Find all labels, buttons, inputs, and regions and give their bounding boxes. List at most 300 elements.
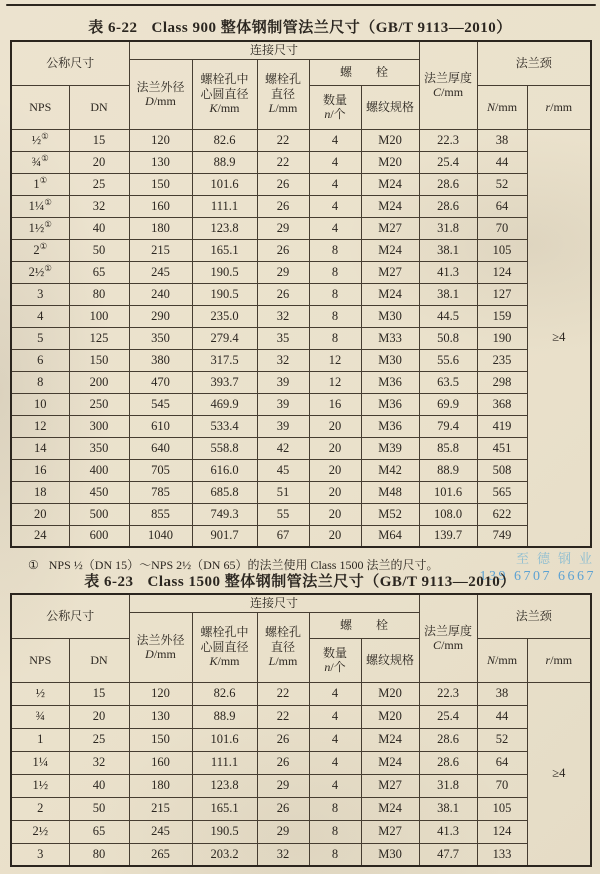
- cell-bolt-qty: 4: [309, 195, 361, 217]
- cell-flange-od: 245: [129, 261, 192, 283]
- cell-bolt-circle: 101.6: [192, 173, 257, 195]
- cell-thread-spec: M20: [361, 129, 419, 151]
- cell-neck-n: 52: [477, 728, 527, 751]
- col-flange-od: 法兰外径 D/mm: [129, 59, 192, 129]
- cell-dn: 150: [69, 349, 129, 371]
- cell-bolt-hole: 22: [257, 129, 309, 151]
- cell-bolt-circle: 123.8: [192, 774, 257, 797]
- cell-nps: 12: [11, 415, 69, 437]
- footnote-text: NPS ½（DN 15）～NPS 2½（DN 65）的法兰使用 Class 1500 法兰的尺寸。: [48, 558, 439, 572]
- cell-nps: ¾①: [11, 151, 69, 173]
- watermark-phone-number: 139 6707 6667: [479, 569, 596, 584]
- col-connection-size: 连接尺寸: [129, 41, 419, 59]
- table-row: [11, 327, 591, 349]
- cell-neck-n: 451: [477, 437, 527, 459]
- cell-dn: 450: [69, 481, 129, 503]
- cell-dn: 20: [69, 151, 129, 173]
- footnote-ref: ①: [44, 196, 52, 207]
- cell-dn: 25: [69, 173, 129, 195]
- cell-bolt-hole: 39: [257, 371, 309, 393]
- cell-thickness: 69.9: [419, 393, 477, 415]
- cell-thread-spec: M30: [361, 349, 419, 371]
- cell-neck-n: 124: [477, 820, 527, 843]
- table-row: [11, 173, 591, 195]
- cell-thickness: 47.7: [419, 843, 477, 866]
- cell-nps: 1½: [11, 774, 69, 797]
- cell-bolt-circle: 203.2: [192, 843, 257, 866]
- table2-title-text: Class 1500 整体钢制管法兰尺寸（GB/T 9113—2010）: [147, 574, 516, 590]
- table-row: [11, 283, 591, 305]
- cell-dn: 15: [69, 129, 129, 151]
- cell-neck-n: 368: [477, 393, 527, 415]
- col-dn: DN: [69, 85, 129, 129]
- table-row: [11, 728, 591, 751]
- cell-thread-spec: M42: [361, 459, 419, 481]
- cell-dn: 400: [69, 459, 129, 481]
- col-bolt: 螺 栓: [309, 59, 419, 85]
- table-row: [11, 151, 591, 173]
- cell-dn: 65: [69, 261, 129, 283]
- cell-bolt-circle: 82.6: [192, 682, 257, 705]
- cell-bolt-hole: 26: [257, 283, 309, 305]
- cell-dn: 32: [69, 751, 129, 774]
- table-row: [11, 349, 591, 371]
- cell-dn: 15: [69, 682, 129, 705]
- cell-bolt-circle: 749.3: [192, 503, 257, 525]
- cell-flange-od: 350: [129, 327, 192, 349]
- cell-bolt-circle: 111.1: [192, 195, 257, 217]
- table1-title: [0, 16, 600, 37]
- cell-bolt-hole: 32: [257, 305, 309, 327]
- cell-neck-n: 298: [477, 371, 527, 393]
- cell-flange-od: 785: [129, 481, 192, 503]
- col-nominal-size: 公称尺寸: [11, 594, 129, 638]
- cell-dn: 600: [69, 525, 129, 547]
- cell-thread-spec: M30: [361, 843, 419, 866]
- cell-bolt-circle: 88.9: [192, 705, 257, 728]
- col-neck-r: r/mm: [527, 638, 591, 682]
- cell-nps: 2½: [11, 820, 69, 843]
- cell-neck-n: 508: [477, 459, 527, 481]
- cell-nps: 6: [11, 349, 69, 371]
- cell-bolt-qty: 8: [309, 239, 361, 261]
- cell-thread-spec: M24: [361, 797, 419, 820]
- cell-thread-spec: M20: [361, 705, 419, 728]
- cell-thickness: 38.1: [419, 797, 477, 820]
- cell-neck-r-merged: ≥4: [527, 682, 591, 866]
- table2-body: [11, 682, 591, 866]
- cell-flange-od: 215: [129, 239, 192, 261]
- cell-bolt-hole: 26: [257, 239, 309, 261]
- cell-bolt-circle: 165.1: [192, 797, 257, 820]
- cell-thread-spec: M24: [361, 751, 419, 774]
- cell-thread-spec: M27: [361, 217, 419, 239]
- cell-neck-n: 64: [477, 751, 527, 774]
- cell-neck-n: 124: [477, 261, 527, 283]
- col-nps: NPS: [11, 85, 69, 129]
- cell-thickness: 28.6: [419, 195, 477, 217]
- table-row: [11, 261, 591, 283]
- cell-thickness: 41.3: [419, 820, 477, 843]
- cell-bolt-hole: 26: [257, 728, 309, 751]
- table1-code: 表 6-22: [88, 20, 138, 36]
- cell-thickness: 41.3: [419, 261, 477, 283]
- cell-thread-spec: M30: [361, 305, 419, 327]
- cell-dn: 300: [69, 415, 129, 437]
- cell-flange-od: 130: [129, 705, 192, 728]
- cell-flange-od: 380: [129, 349, 192, 371]
- watermark-company-name: 至德钢业: [515, 551, 600, 566]
- cell-bolt-hole: 29: [257, 774, 309, 797]
- cell-flange-od: 180: [129, 774, 192, 797]
- cell-bolt-circle: 235.0: [192, 305, 257, 327]
- col-thread-spec: 螺纹规格: [361, 85, 419, 129]
- cell-bolt-qty: 8: [309, 843, 361, 866]
- cell-bolt-circle: 685.8: [192, 481, 257, 503]
- cell-neck-r-merged: ≥4: [527, 129, 591, 547]
- cell-bolt-qty: 8: [309, 305, 361, 327]
- cell-neck-n: 190: [477, 327, 527, 349]
- cell-flange-od: 120: [129, 129, 192, 151]
- table-row: [11, 415, 591, 437]
- cell-bolt-hole: 29: [257, 261, 309, 283]
- cell-thickness: 31.8: [419, 774, 477, 797]
- cell-bolt-qty: 12: [309, 371, 361, 393]
- cell-nps: 1¼①: [11, 195, 69, 217]
- class1500-flange-table: [10, 593, 592, 867]
- footnote-ref: ①: [41, 130, 49, 141]
- cell-flange-od: 160: [129, 195, 192, 217]
- cell-neck-n: 419: [477, 415, 527, 437]
- cell-nps: 20: [11, 503, 69, 525]
- cell-thickness: 50.8: [419, 327, 477, 349]
- table2-code: 表 6-23: [84, 574, 134, 590]
- cell-dn: 50: [69, 797, 129, 820]
- cell-thickness: 63.5: [419, 371, 477, 393]
- cell-thickness: 28.6: [419, 173, 477, 195]
- cell-thread-spec: M24: [361, 728, 419, 751]
- cell-thickness: 101.6: [419, 481, 477, 503]
- cell-thread-spec: M20: [361, 682, 419, 705]
- footnote-ref: ①: [39, 174, 48, 185]
- table2-header: [11, 594, 591, 682]
- cell-thickness: 88.9: [419, 459, 477, 481]
- cell-bolt-hole: 32: [257, 349, 309, 371]
- cell-thread-spec: M24: [361, 195, 419, 217]
- cell-thickness: 22.3: [419, 682, 477, 705]
- cell-nps: 3: [11, 843, 69, 866]
- table-row: [11, 682, 591, 705]
- cell-thickness: 31.8: [419, 217, 477, 239]
- cell-bolt-qty: 16: [309, 393, 361, 415]
- col-flange-neck: 法兰颈: [477, 594, 591, 638]
- cell-flange-od: 215: [129, 797, 192, 820]
- col-bolt: 螺 栓: [309, 612, 419, 638]
- cell-flange-od: 855: [129, 503, 192, 525]
- cell-dn: 200: [69, 371, 129, 393]
- cell-bolt-hole: 45: [257, 459, 309, 481]
- cell-bolt-circle: 190.5: [192, 261, 257, 283]
- cell-thread-spec: M48: [361, 481, 419, 503]
- cell-thickness: 25.4: [419, 151, 477, 173]
- cell-neck-n: 105: [477, 797, 527, 820]
- cell-neck-n: 565: [477, 481, 527, 503]
- cell-bolt-qty: 20: [309, 525, 361, 547]
- cell-bolt-hole: 26: [257, 797, 309, 820]
- cell-bolt-qty: 4: [309, 129, 361, 151]
- cell-flange-od: 290: [129, 305, 192, 327]
- cell-bolt-hole: 26: [257, 173, 309, 195]
- cell-thread-spec: M24: [361, 283, 419, 305]
- cell-thread-spec: M36: [361, 393, 419, 415]
- table-row: [11, 305, 591, 327]
- col-flange-neck: 法兰颈: [477, 41, 591, 85]
- cell-bolt-hole: 22: [257, 151, 309, 173]
- cell-bolt-qty: 20: [309, 437, 361, 459]
- cell-bolt-hole: 29: [257, 820, 309, 843]
- cell-bolt-qty: 8: [309, 327, 361, 349]
- cell-bolt-circle: 469.9: [192, 393, 257, 415]
- cell-flange-od: 545: [129, 393, 192, 415]
- cell-thickness: 44.5: [419, 305, 477, 327]
- col-neck-n: N/mm: [477, 85, 527, 129]
- cell-neck-n: 133: [477, 843, 527, 866]
- cell-nps: 16: [11, 459, 69, 481]
- table-row: [11, 239, 591, 261]
- cell-flange-od: 245: [129, 820, 192, 843]
- cell-dn: 20: [69, 705, 129, 728]
- col-flange-thickness: 法兰厚度 C/mm: [419, 41, 477, 129]
- cell-bolt-hole: 39: [257, 415, 309, 437]
- cell-flange-od: 265: [129, 843, 192, 866]
- cell-bolt-hole: 22: [257, 705, 309, 728]
- cell-bolt-hole: 55: [257, 503, 309, 525]
- cell-bolt-hole: 29: [257, 217, 309, 239]
- col-flange-od: 法兰外径 D/mm: [129, 612, 192, 682]
- cell-dn: 40: [69, 774, 129, 797]
- cell-nps: ½: [11, 682, 69, 705]
- cell-bolt-qty: 8: [309, 820, 361, 843]
- cell-neck-n: 64: [477, 195, 527, 217]
- cell-bolt-circle: 123.8: [192, 217, 257, 239]
- cell-dn: 100: [69, 305, 129, 327]
- table-row: [11, 797, 591, 820]
- cell-nps: 1½①: [11, 217, 69, 239]
- cell-thickness: 139.7: [419, 525, 477, 547]
- cell-neck-n: 70: [477, 774, 527, 797]
- cell-bolt-circle: 190.5: [192, 820, 257, 843]
- cell-nps: 4: [11, 305, 69, 327]
- cell-bolt-qty: 4: [309, 151, 361, 173]
- cell-bolt-qty: 8: [309, 261, 361, 283]
- table2-title: [0, 570, 600, 591]
- cell-bolt-hole: 51: [257, 481, 309, 503]
- cell-thread-spec: M27: [361, 820, 419, 843]
- cell-thread-spec: M33: [361, 327, 419, 349]
- cell-flange-od: 120: [129, 682, 192, 705]
- cell-dn: 25: [69, 728, 129, 751]
- col-bolt-circle: 螺栓孔中 心圆直径 K/mm: [192, 59, 257, 129]
- col-flange-thickness: 法兰厚度 C/mm: [419, 594, 477, 682]
- cell-flange-od: 180: [129, 217, 192, 239]
- cell-nps: 3: [11, 283, 69, 305]
- cell-dn: 50: [69, 239, 129, 261]
- cell-thickness: 25.4: [419, 705, 477, 728]
- cell-bolt-circle: 111.1: [192, 751, 257, 774]
- cell-dn: 65: [69, 820, 129, 843]
- cell-flange-od: 240: [129, 283, 192, 305]
- page-top-rule: [6, 4, 596, 6]
- col-dn: DN: [69, 638, 129, 682]
- cell-bolt-qty: 8: [309, 283, 361, 305]
- cell-thickness: 28.6: [419, 751, 477, 774]
- col-neck-r: r/mm: [527, 85, 591, 129]
- cell-neck-n: 52: [477, 173, 527, 195]
- table-row: [11, 129, 591, 151]
- cell-bolt-hole: 67: [257, 525, 309, 547]
- cell-bolt-hole: 26: [257, 751, 309, 774]
- cell-bolt-qty: 12: [309, 349, 361, 371]
- cell-bolt-hole: 26: [257, 195, 309, 217]
- cell-thickness: 79.4: [419, 415, 477, 437]
- cell-bolt-circle: 317.5: [192, 349, 257, 371]
- footnote-ref: ①: [44, 218, 52, 229]
- cell-bolt-circle: 616.0: [192, 459, 257, 481]
- cell-flange-od: 705: [129, 459, 192, 481]
- cell-bolt-qty: 20: [309, 481, 361, 503]
- table1-title-text: Class 900 整体钢制管法兰尺寸（GB/T 9113—2010）: [151, 20, 512, 36]
- footnote-ref: ①: [41, 152, 49, 163]
- cell-thickness: 38.1: [419, 283, 477, 305]
- cell-bolt-qty: 20: [309, 459, 361, 481]
- cell-thickness: 22.3: [419, 129, 477, 151]
- footnote-ref: ①: [44, 262, 52, 273]
- table-row: [11, 705, 591, 728]
- table-row: [11, 820, 591, 843]
- cell-neck-n: 159: [477, 305, 527, 327]
- cell-thickness: 85.8: [419, 437, 477, 459]
- cell-dn: 80: [69, 843, 129, 866]
- cell-flange-od: 470: [129, 371, 192, 393]
- cell-bolt-qty: 4: [309, 751, 361, 774]
- cell-bolt-circle: 82.6: [192, 129, 257, 151]
- cell-nps: 8: [11, 371, 69, 393]
- cell-thickness: 28.6: [419, 728, 477, 751]
- cell-bolt-circle: 101.6: [192, 728, 257, 751]
- cell-bolt-hole: 35: [257, 327, 309, 349]
- cell-thread-spec: M20: [361, 151, 419, 173]
- cell-neck-n: 749: [477, 525, 527, 547]
- cell-bolt-hole: 42: [257, 437, 309, 459]
- cell-bolt-qty: 20: [309, 415, 361, 437]
- table-row: [11, 195, 591, 217]
- col-bolt-hole: 螺栓孔 直径 L/mm: [257, 612, 309, 682]
- cell-neck-n: 622: [477, 503, 527, 525]
- table-row: [11, 459, 591, 481]
- cell-nps: 2½①: [11, 261, 69, 283]
- cell-neck-n: 235: [477, 349, 527, 371]
- col-bolt-hole: 螺栓孔 直径 L/mm: [257, 59, 309, 129]
- cell-nps: 2①: [11, 239, 69, 261]
- cell-nps: 1¼: [11, 751, 69, 774]
- cell-flange-od: 640: [129, 437, 192, 459]
- cell-bolt-qty: 4: [309, 774, 361, 797]
- cell-flange-od: 1040: [129, 525, 192, 547]
- cell-bolt-circle: 533.4: [192, 415, 257, 437]
- table-row: [11, 774, 591, 797]
- cell-dn: 32: [69, 195, 129, 217]
- cell-nps: 14: [11, 437, 69, 459]
- cell-dn: 40: [69, 217, 129, 239]
- cell-nps: ¾: [11, 705, 69, 728]
- cell-thread-spec: M24: [361, 239, 419, 261]
- cell-neck-n: 38: [477, 682, 527, 705]
- cell-thread-spec: M52: [361, 503, 419, 525]
- cell-nps: 24: [11, 525, 69, 547]
- table-row: [11, 371, 591, 393]
- cell-thread-spec: M27: [361, 261, 419, 283]
- cell-dn: 80: [69, 283, 129, 305]
- col-nominal-size: 公称尺寸: [11, 41, 129, 85]
- col-connection-size: 连接尺寸: [129, 594, 419, 612]
- cell-nps: 2: [11, 797, 69, 820]
- table-row: [11, 751, 591, 774]
- cell-bolt-qty: 8: [309, 797, 361, 820]
- cell-thickness: 108.0: [419, 503, 477, 525]
- cell-bolt-circle: 901.7: [192, 525, 257, 547]
- col-bolt-qty: 数量 n/个: [309, 85, 361, 129]
- cell-flange-od: 130: [129, 151, 192, 173]
- cell-thread-spec: M36: [361, 415, 419, 437]
- cell-neck-n: 44: [477, 705, 527, 728]
- cell-bolt-qty: 4: [309, 173, 361, 195]
- table-row: [11, 437, 591, 459]
- col-neck-n: N/mm: [477, 638, 527, 682]
- table-row: [11, 481, 591, 503]
- cell-flange-od: 160: [129, 751, 192, 774]
- cell-nps: 10: [11, 393, 69, 415]
- cell-bolt-hole: 32: [257, 843, 309, 866]
- class900-flange-table: [10, 40, 592, 548]
- cell-nps: ½①: [11, 129, 69, 151]
- cell-neck-n: 105: [477, 239, 527, 261]
- cell-thread-spec: M24: [361, 173, 419, 195]
- cell-nps: 5: [11, 327, 69, 349]
- cell-thread-spec: M39: [361, 437, 419, 459]
- cell-dn: 125: [69, 327, 129, 349]
- cell-flange-od: 150: [129, 173, 192, 195]
- cell-nps: 18: [11, 481, 69, 503]
- col-nps: NPS: [11, 638, 69, 682]
- cell-flange-od: 150: [129, 728, 192, 751]
- cell-thickness: 38.1: [419, 239, 477, 261]
- cell-neck-n: 38: [477, 129, 527, 151]
- cell-bolt-circle: 190.5: [192, 283, 257, 305]
- cell-neck-n: 70: [477, 217, 527, 239]
- cell-dn: 250: [69, 393, 129, 415]
- col-bolt-circle: 螺栓孔中 心圆直径 K/mm: [192, 612, 257, 682]
- cell-dn: 350: [69, 437, 129, 459]
- cell-bolt-circle: 165.1: [192, 239, 257, 261]
- cell-bolt-qty: 4: [309, 728, 361, 751]
- table1-body: [11, 129, 591, 547]
- table-row: [11, 393, 591, 415]
- cell-bolt-circle: 279.4: [192, 327, 257, 349]
- cell-bolt-qty: 4: [309, 682, 361, 705]
- table1-header: [11, 41, 591, 129]
- col-thread-spec: 螺纹规格: [361, 638, 419, 682]
- table-row: [11, 525, 591, 547]
